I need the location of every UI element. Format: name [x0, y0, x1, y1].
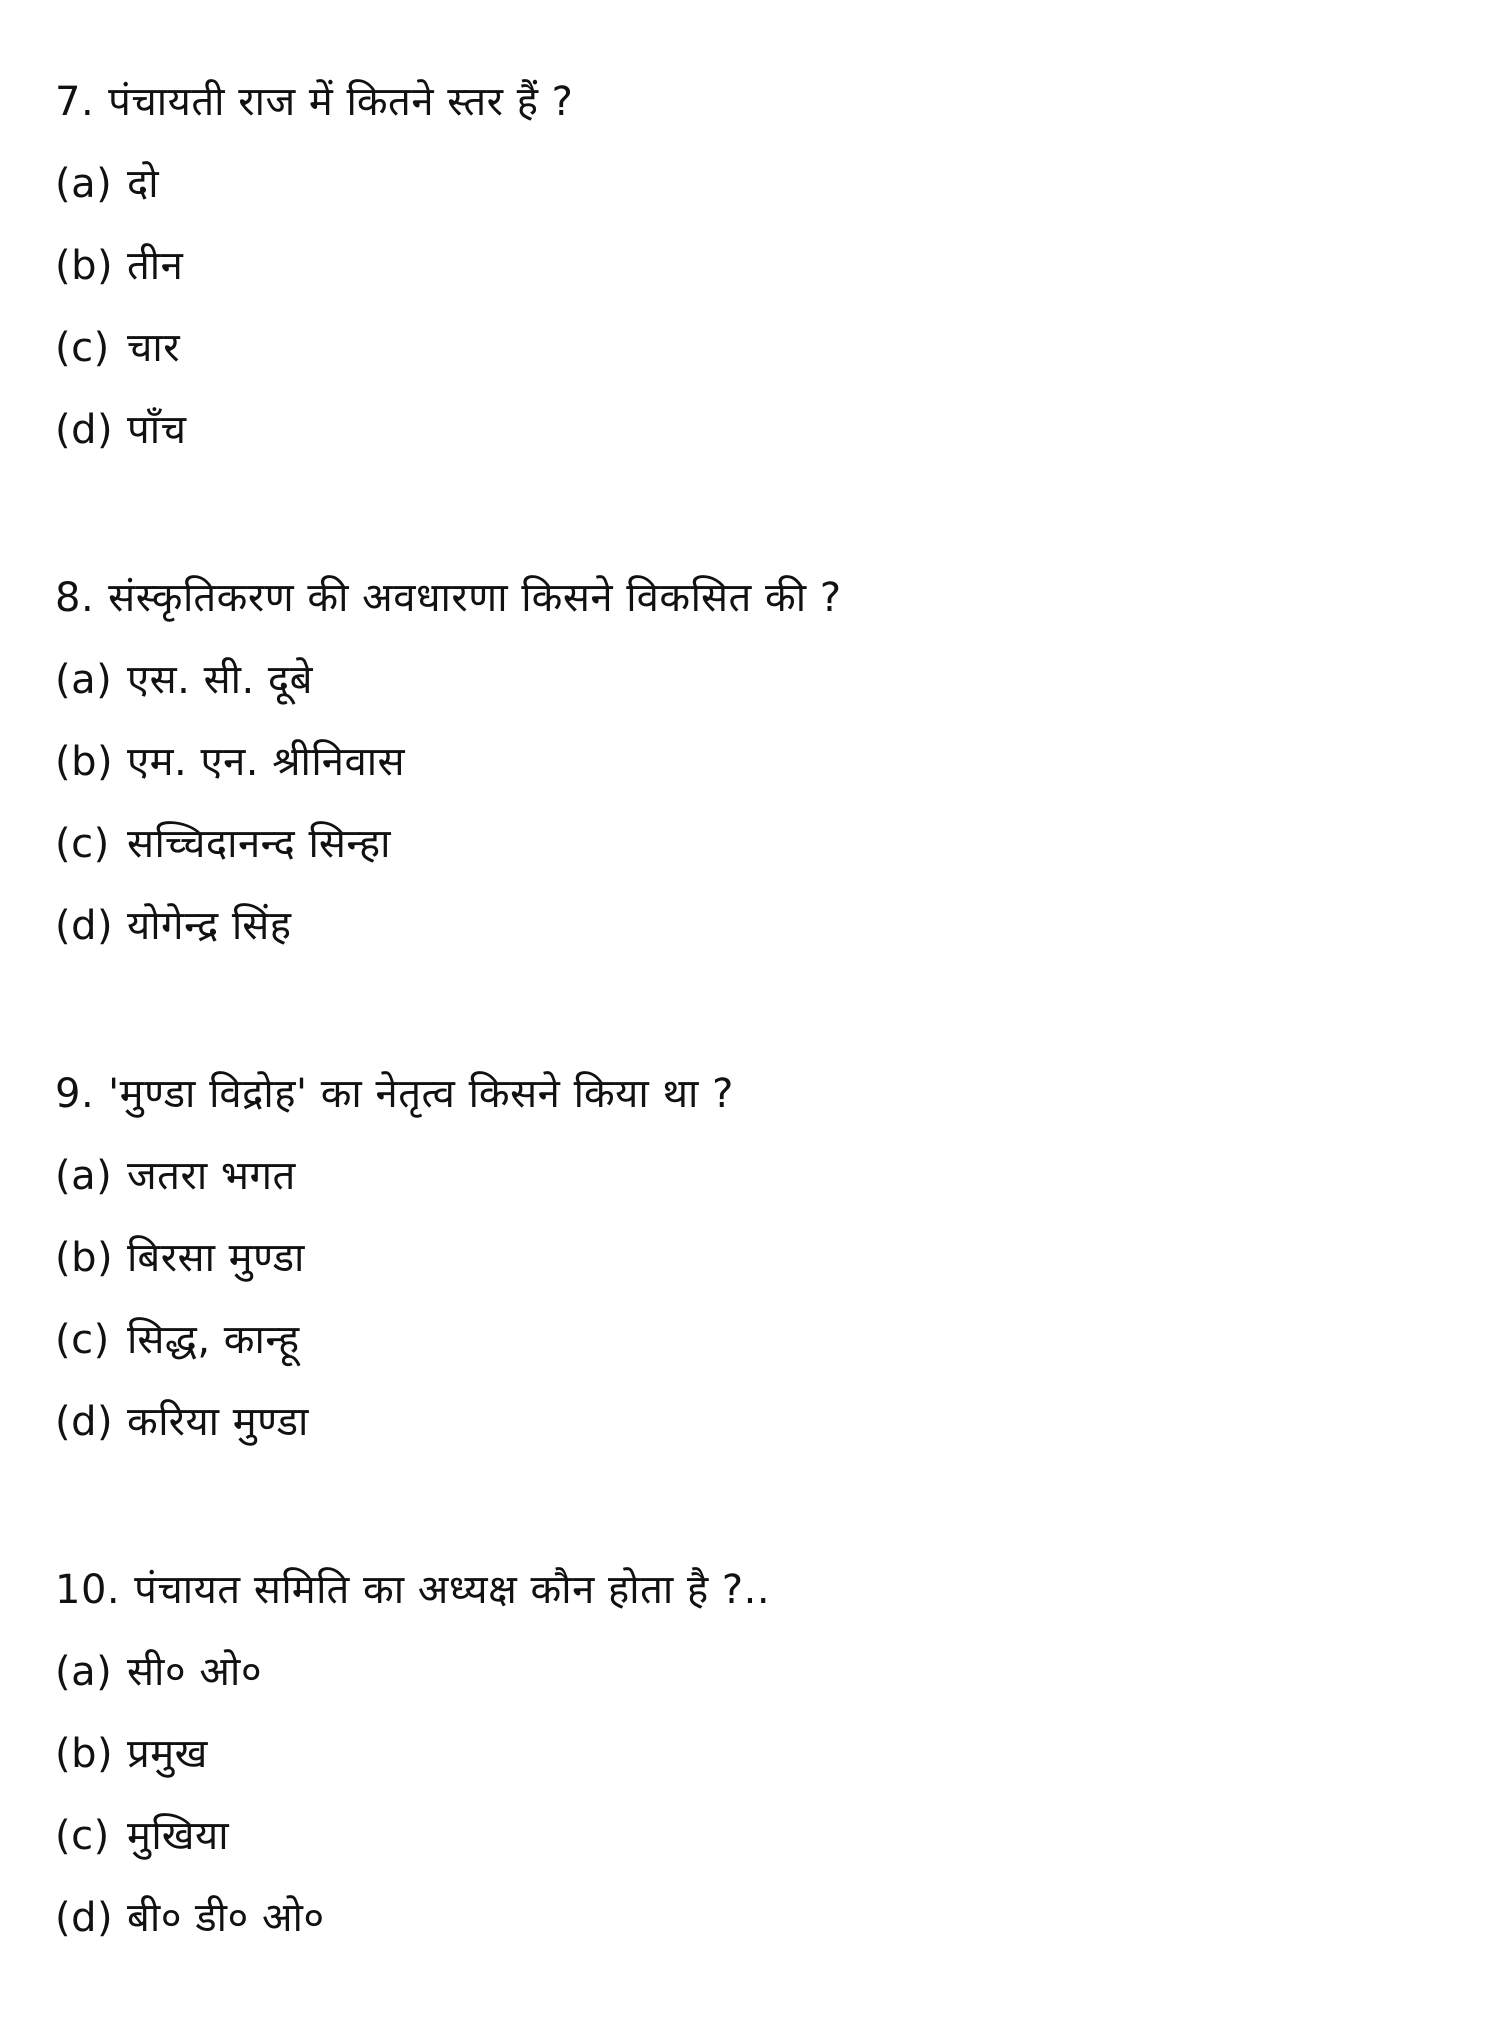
option-c[interactable] — [55, 1314, 300, 1366]
option-c[interactable] — [55, 818, 391, 870]
option-text: बी० डी० ओ० — [127, 1895, 325, 1941]
option-label: (a) — [55, 1649, 113, 1695]
option-d[interactable] — [55, 1892, 325, 1944]
option-a[interactable] — [55, 1646, 262, 1698]
option-label: (c) — [55, 821, 110, 867]
option-label: (d) — [55, 903, 114, 949]
option-label: (c) — [55, 325, 110, 371]
question-stem: पंचायत समिति का अध्यक्ष कौन होता है ?.. — [134, 1567, 771, 1613]
option-b[interactable] — [55, 1728, 208, 1780]
option-b[interactable] — [55, 240, 183, 292]
option-a[interactable] — [55, 654, 313, 706]
option-text: एम. एन. श्रीनिवास — [127, 739, 406, 785]
option-d[interactable] — [55, 900, 292, 952]
question-text — [55, 1564, 770, 1616]
question-number: 9. — [55, 1071, 95, 1117]
question-stem: 'मुण्डा विद्रोह' का नेतृत्व किसने किया था ? — [108, 1071, 734, 1117]
option-label: (a) — [55, 1153, 113, 1199]
option-text: सच्चिदानन्द सिन्हा — [127, 821, 391, 867]
option-text: प्रमुख — [127, 1731, 208, 1777]
option-a[interactable] — [55, 1150, 296, 1202]
question-stem: संस्कृतिकरण की अवधारणा किसने विकसित की ? — [108, 575, 842, 621]
option-c[interactable] — [55, 1810, 229, 1862]
option-text: चार — [127, 325, 181, 371]
option-a[interactable] — [55, 158, 159, 210]
option-label: (c) — [55, 1317, 110, 1363]
question-text — [55, 1068, 734, 1120]
option-text: पाँच — [127, 407, 187, 453]
question-number: 8. — [55, 575, 95, 621]
option-label: (b) — [55, 243, 114, 289]
option-b[interactable] — [55, 736, 405, 788]
option-label: (b) — [55, 1731, 114, 1777]
option-d[interactable] — [55, 404, 186, 456]
option-c[interactable] — [55, 322, 180, 374]
option-label: (a) — [55, 161, 113, 207]
option-text: मुखिया — [127, 1813, 230, 1859]
question-number: 10. — [55, 1567, 121, 1613]
option-label: (d) — [55, 407, 114, 453]
option-d[interactable] — [55, 1396, 309, 1448]
question-text — [55, 572, 842, 624]
option-text: जतरा भगत — [127, 1153, 296, 1199]
question-stem: पंचायती राज में कितने स्तर हैं ? — [108, 79, 574, 125]
option-label: (d) — [55, 1895, 114, 1941]
question-text — [55, 76, 573, 128]
option-text: योगेन्द्र सिंह — [127, 903, 292, 949]
option-label: (d) — [55, 1399, 114, 1445]
option-text: सी० ओ० — [127, 1649, 263, 1695]
option-label: (b) — [55, 739, 114, 785]
option-text: दो — [127, 161, 160, 207]
option-label: (c) — [55, 1813, 110, 1859]
option-b[interactable] — [55, 1232, 305, 1284]
option-text: तीन — [127, 243, 184, 289]
option-text: एस. सी. दूबे — [127, 657, 313, 703]
option-text: सिद्ध, कान्हू — [127, 1317, 300, 1363]
question-number: 7. — [55, 79, 95, 125]
option-text: बिरसा मुण्डा — [127, 1235, 305, 1281]
option-label: (b) — [55, 1235, 114, 1281]
option-label: (a) — [55, 657, 113, 703]
option-text: करिया मुण्डा — [127, 1399, 309, 1445]
